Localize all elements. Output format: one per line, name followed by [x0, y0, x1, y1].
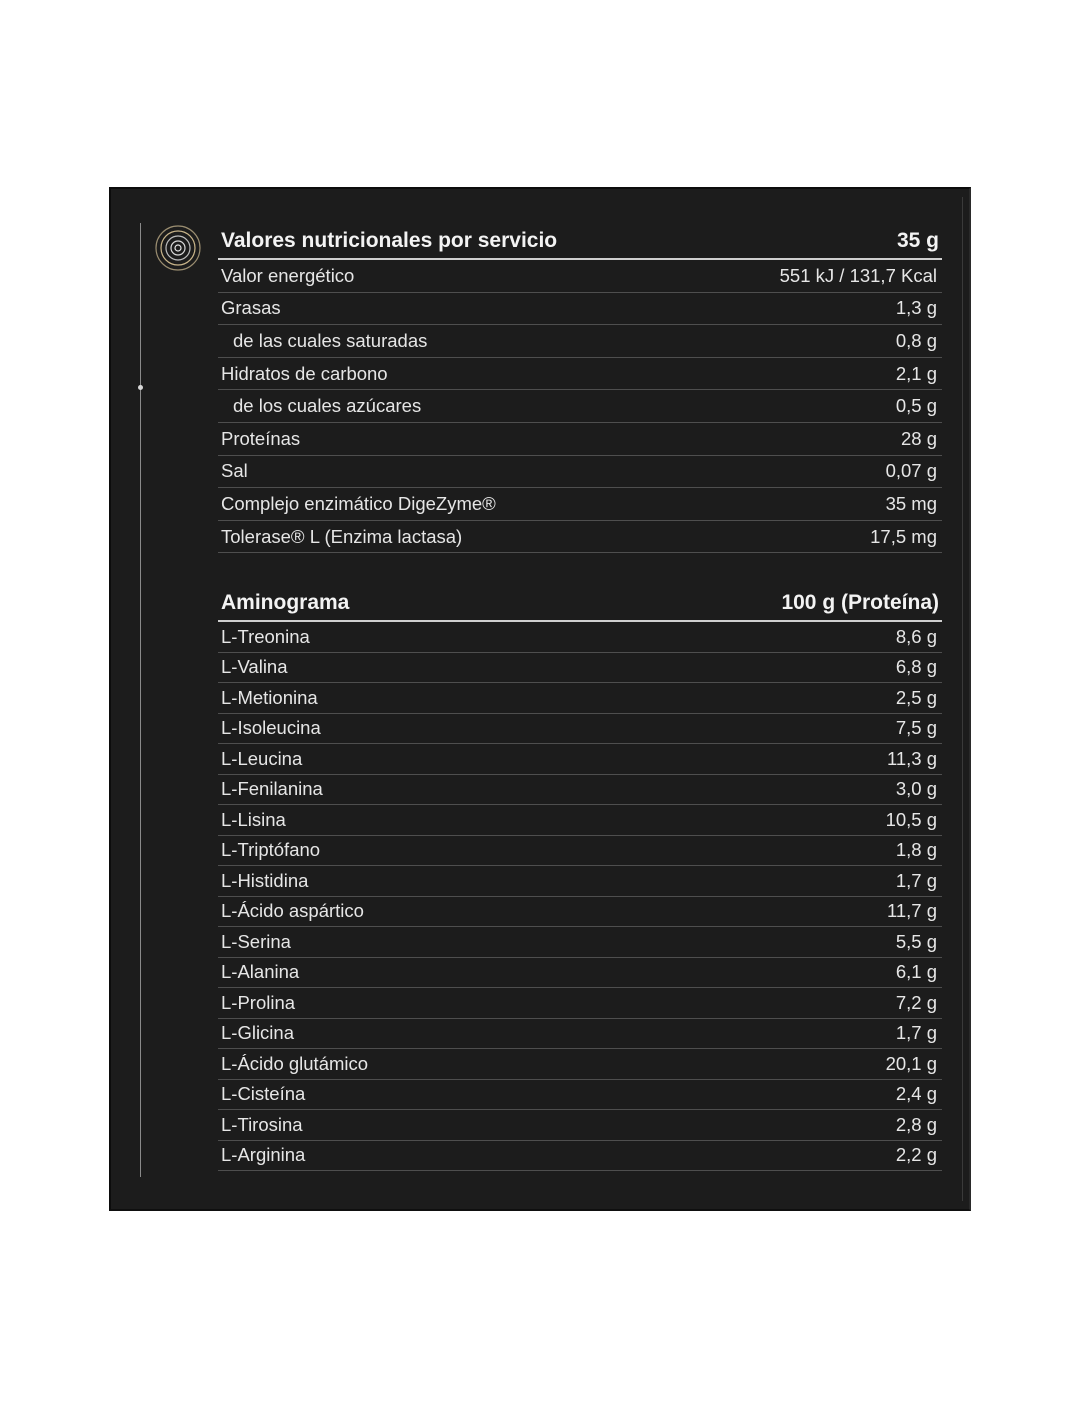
- aminogram-row: [218, 866, 942, 897]
- aminogram-row-label: L-Glicina: [221, 1022, 294, 1044]
- panel-edge: [962, 197, 963, 1201]
- nutrition-row: [218, 521, 942, 554]
- aminogram-row-label: L-Triptófano: [221, 839, 321, 861]
- nutrition-row-label: Complejo enzimático DigeZyme®: [221, 492, 496, 514]
- aminogram-row-label: L-Treonina: [221, 625, 310, 647]
- aminogram-row: [218, 897, 942, 928]
- nutrition-row-value: 2,1 g: [895, 362, 937, 384]
- aminogram-header-value: 100 g (Proteína): [781, 591, 939, 614]
- aminogram-row: [218, 1080, 942, 1111]
- aminogram-row-value: 7,2 g: [895, 991, 937, 1013]
- aminogram-rows: [218, 622, 942, 1171]
- aminogram-row: [218, 622, 942, 653]
- aminogram-row: [218, 1049, 942, 1080]
- aminogram-row: [218, 805, 942, 836]
- aminogram-row-label: L-Prolina: [221, 991, 296, 1013]
- aminogram-row-value: 10,5 g: [885, 808, 937, 830]
- nutrition-row-value: 17,5 mg: [870, 525, 937, 547]
- nutrition-row-value: 28 g: [900, 427, 937, 449]
- aminogram-row-value: 2,8 g: [895, 1113, 937, 1135]
- nutrition-row: [218, 488, 942, 521]
- aminogram-row-label: L-Histidina: [221, 869, 309, 891]
- aminogram-row-value: 20,1 g: [885, 1052, 937, 1074]
- aminogram-row-label: L-Ácido aspártico: [221, 900, 364, 922]
- aminogram-row-label: L-Leucina: [221, 747, 303, 769]
- aminogram-row: [218, 1141, 942, 1172]
- nutrition-row-value: 35 mg: [885, 492, 937, 514]
- aminogram-row: [218, 1019, 942, 1050]
- aminogram-row-label: L-Fenilanina: [221, 778, 323, 800]
- aminogram-header: [218, 583, 942, 622]
- nutrition-row-value: 0,5 g: [895, 395, 937, 417]
- nutrition-row: [218, 358, 942, 391]
- aminogram-row-label: L-Cisteína: [221, 1083, 306, 1105]
- aminogram-row-label: L-Alanina: [221, 961, 300, 983]
- nutrition-row-label: Proteínas: [221, 427, 301, 449]
- aminogram-row-value: 2,2 g: [895, 1144, 937, 1166]
- aminogram-row-label: L-Isoleucina: [221, 717, 321, 739]
- nutrition-row-label: de las cuales saturadas: [233, 329, 428, 351]
- aminogram-row: [218, 836, 942, 867]
- nutrition-row: [218, 260, 942, 293]
- nutrition-row-label: Tolerase® L (Enzima lactasa): [221, 525, 463, 547]
- aminogram-row: [218, 653, 942, 684]
- nutrition-row-value: 0,8 g: [895, 329, 937, 351]
- aminogram-row-value: 11,7 g: [886, 900, 937, 922]
- nutrition-row-label: Valor energético: [221, 264, 355, 286]
- nutrition-row: [218, 390, 942, 423]
- nutrition-row-value: 0,07 g: [885, 460, 937, 482]
- aminogram-row: [218, 744, 942, 775]
- aminogram-row-value: 6,8 g: [895, 656, 937, 678]
- nutrition-header: [218, 220, 942, 260]
- nutrition-row-value: 1,3 g: [895, 297, 937, 319]
- nutrition-row: [218, 456, 942, 489]
- nutrition-row-label: Grasas: [221, 297, 281, 319]
- aminogram-row-value: 2,4 g: [895, 1083, 937, 1105]
- aminogram-row-value: 6,1 g: [895, 961, 937, 983]
- aminogram-row-label: L-Valina: [221, 656, 288, 678]
- nutrition-row-label: Sal: [221, 460, 248, 482]
- side-rule-dot: [138, 385, 143, 390]
- nutrition-row: [218, 423, 942, 456]
- aminogram-row-label: L-Ácido glutámico: [221, 1052, 369, 1074]
- nutrition-row-value: 551 kJ / 131,7 Kcal: [779, 264, 937, 286]
- aminogram-row-value: 1,7 g: [895, 1022, 937, 1044]
- aminogram-row: [218, 683, 942, 714]
- aminogram-row-value: 7,5 g: [895, 717, 937, 739]
- aminogram-row-value: 3,0 g: [895, 778, 937, 800]
- concentric-circles-icon: [154, 224, 202, 272]
- aminogram-row: [218, 714, 942, 745]
- nutrition-header-value: 35 g: [896, 229, 939, 252]
- nutrition-table: [218, 220, 942, 553]
- aminogram-row: [218, 927, 942, 958]
- aminogram-row-value: 5,5 g: [895, 930, 937, 952]
- aminogram-row: [218, 958, 942, 989]
- aminogram-row: [218, 1110, 942, 1141]
- nutrition-row-label: de los cuales azúcares: [233, 395, 422, 417]
- aminogram-row: [218, 988, 942, 1019]
- aminogram-row-value: 11,3 g: [886, 747, 937, 769]
- aminogram-row-value: 8,6 g: [895, 625, 937, 647]
- aminogram-row-label: L-Lisina: [221, 808, 286, 830]
- aminogram-row-value: 1,7 g: [895, 869, 937, 891]
- nutrition-header-label: Valores nutricionales por servicio: [221, 229, 558, 252]
- nutrition-row: [218, 293, 942, 326]
- aminogram-header-label: Aminograma: [221, 591, 350, 614]
- side-rule: [140, 223, 141, 1177]
- aminogram-row-value: 2,5 g: [895, 686, 937, 708]
- aminogram-row-label: L-Tirosina: [221, 1113, 303, 1135]
- aminogram-row-label: L-Metionina: [221, 686, 318, 708]
- nutrition-row: [218, 325, 942, 358]
- aminogram-table: [218, 583, 942, 1171]
- aminogram-row-label: L-Serina: [221, 930, 291, 952]
- aminogram-row: [218, 775, 942, 806]
- aminogram-row-label: L-Arginina: [221, 1144, 306, 1166]
- nutrition-rows: [218, 260, 942, 553]
- nutrition-panel: [109, 187, 971, 1211]
- aminogram-row-value: 1,8 g: [895, 839, 937, 861]
- nutrition-row-label: Hidratos de carbono: [221, 362, 388, 384]
